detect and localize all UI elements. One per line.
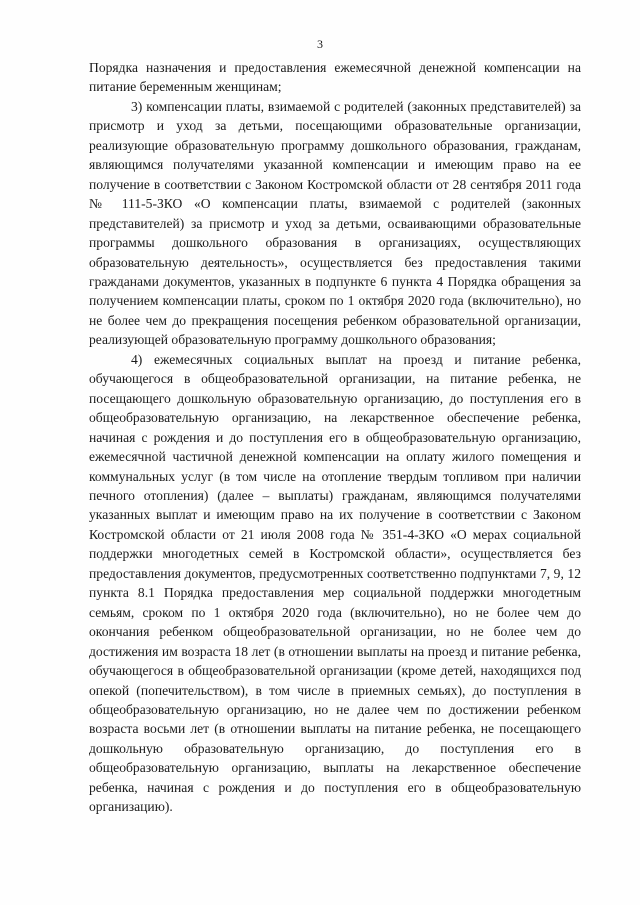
paragraph-continuation: Порядка назначения и предоставления ежемесячной денежной компенсации на питание беременным женщинам; <box>89 60 581 95</box>
paragraph-item-3: 3) компенсации платы, взимаемой с родителей (законных представителей) за присмотр и уход за детьми, посещающими образовательные организации, реализующие образовательную программу дошкольного образования, гражданам, являющимся получателями указанной компенсации и имеющим право на ее получение в соответствии с Законом Костромской области от 28 сентября 2011 года № 111-5-ЗКО «О компенсации платы, взимаемой с родителей (законных представителей) за присмотр и уход за детьми, осваивающими образовательные программы дошкольного образования в организациях, осуществляющих образовательную деятельность», осуществляется без предоставления такими гражданами документов, указанных в подпункте 6 пункта 4 Порядка обращения за получением компенсации платы, сроком по 1 октября 2020 года (включительно), но не более чем до прекращения посещения ребенком образовательной организации, реализующей образовательную программу дошкольного образования; <box>89 98 581 348</box>
page-number: 3 <box>317 37 323 51</box>
document-body <box>89 58 581 817</box>
paragraph-item-4: 4) ежемесячных социальных выплат на проезд и питание ребенка, обучающегося в общеобразовательной организации, на питание ребенка, не посещающего дошкольную образовательную организацию, до поступления его в общеобразовательную организацию, на лекарственное обеспечение ребенка, начиная с рождения и до поступления его в общеобразовательную организацию, ежемесячной частичной денежной компенсации на оплату жилого помещения и коммунальных услуг (в том числе на отопление твердым топливом при наличии печного отопления) (далее – выплаты) гражданам, являющимся получателями указанных выплат и имеющим право на их получение в соответствии с Законом Костромской области от 21 июля 2008 года № 351-4-ЗКО «О мерах социальной поддержки многодетных семей в Костромской области», осуществляется без предоставления документов, предусмотренных соответственно подпунктами 7, 9, 12 пункта 8.1 Порядка предоставления мер социальной поддержки многодетным семьям, сроком по 1 октября 2020 года (включительно), но не более чем до окончания ребенком общеобразовательной организации, но не более чем до достижения им возраста 18 лет (в отношении выплаты на проезд и питание ребенка, обучающегося в общеобразовательной организации (кроме детей, находящихся под опекой (попечительством), в том числе в приемных семьях), до поступления в общеобразовательную организацию, но не далее чем по достижении ребенком возраста восьми лет (в отношении выплаты на питание ребенка, не посещающего дошкольную образовательную организацию, до поступления его в общеобразовательную организацию, выплаты на лекарственное обеспечение ребенка, начиная с рождения и до поступления его в общеобразовательную организацию). <box>89 351 581 815</box>
